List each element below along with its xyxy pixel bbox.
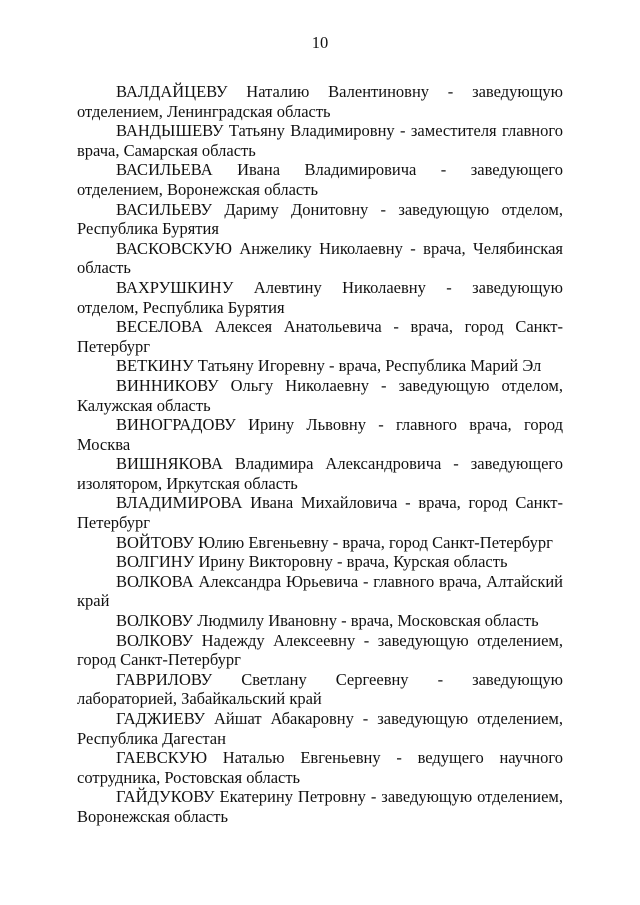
list-item: ВАХРУШКИНУ Алевтину Николаевну - заведующую отделом, Республика Бурятия bbox=[77, 277, 563, 317]
list-item: ВОЛКОВА Александра Юрьевича - главного врача, Алтайский край bbox=[77, 571, 563, 611]
list-item: ВИНОГРАДОВУ Ирину Львовну - главного врача, город Москва bbox=[77, 415, 563, 454]
list-item: ВАСИЛЬЕВА Ивана Владимировича - заведующего отделением, Воронежская область bbox=[77, 160, 563, 199]
list-item: ВОЙТОВУ Юлию Евгеньевну - врача, город Санкт-Петербург bbox=[116, 532, 553, 552]
list-item: ВАНДЫШЕВУ Татьяну Владимировну - заместителя главного врача, Самарская область bbox=[77, 121, 563, 160]
list-item: ВЕСЕЛОВА Алексея Анатольевича - врача, город Санкт-Петербург bbox=[77, 317, 563, 356]
list-item: ВОЛКОВУ Людмилу Ивановну - врача, Московская область bbox=[116, 611, 539, 631]
list-item: ГАЕВСКУЮ Наталью Евгеньевну - ведущего научного сотрудника, Ростовская область bbox=[77, 748, 563, 787]
list-item: ВОЛГИНУ Ирину Викторовну - врача, Курская область bbox=[116, 552, 508, 572]
list-item: ГАЙДУКОВУ Екатерину Петровну - заведующую отделением, Воронежская область bbox=[77, 787, 563, 826]
list-item: ВАСКОВСКУЮ Анжелику Николаевну - врача, Челябинская область bbox=[77, 238, 563, 278]
list-item: ВАЛДАЙЦЕВУ Наталию Валентиновну - заведующую отделением, Ленинградская область bbox=[77, 82, 563, 121]
list-item: ГАДЖИЕВУ Айшат Абакаровну - заведующую отделением, Республика Дагестан bbox=[77, 709, 563, 748]
list-item: ВОЛКОВУ Надежду Алексеевну - заведующую отделением, город Санкт-Петербург bbox=[77, 630, 563, 670]
list-item: ВЕТКИНУ Татьяну Игоревну - врача, Республика Марий Эл bbox=[116, 356, 542, 376]
list-item: ГАВРИЛОВУ Светлану Сергеевну - заведующую лабораторией, Забайкальский край bbox=[77, 669, 563, 709]
list-item: ВЛАДИМИРОВА Ивана Михайловича - врача, город Санкт-Петербург bbox=[77, 493, 563, 533]
list-item: ВИННИКОВУ Ольгу Николаевну - заведующую отделом, Калужская область bbox=[77, 375, 563, 415]
award-list bbox=[77, 82, 563, 827]
list-item: ВАСИЛЬЕВУ Дариму Донитовну - заведующую отделом, Республика Бурятия bbox=[77, 199, 563, 239]
page-number: 10 bbox=[311, 33, 329, 52]
list-item: ВИШНЯКОВА Владимира Александровича - заведующего изолятором, Иркутская область bbox=[77, 454, 563, 493]
